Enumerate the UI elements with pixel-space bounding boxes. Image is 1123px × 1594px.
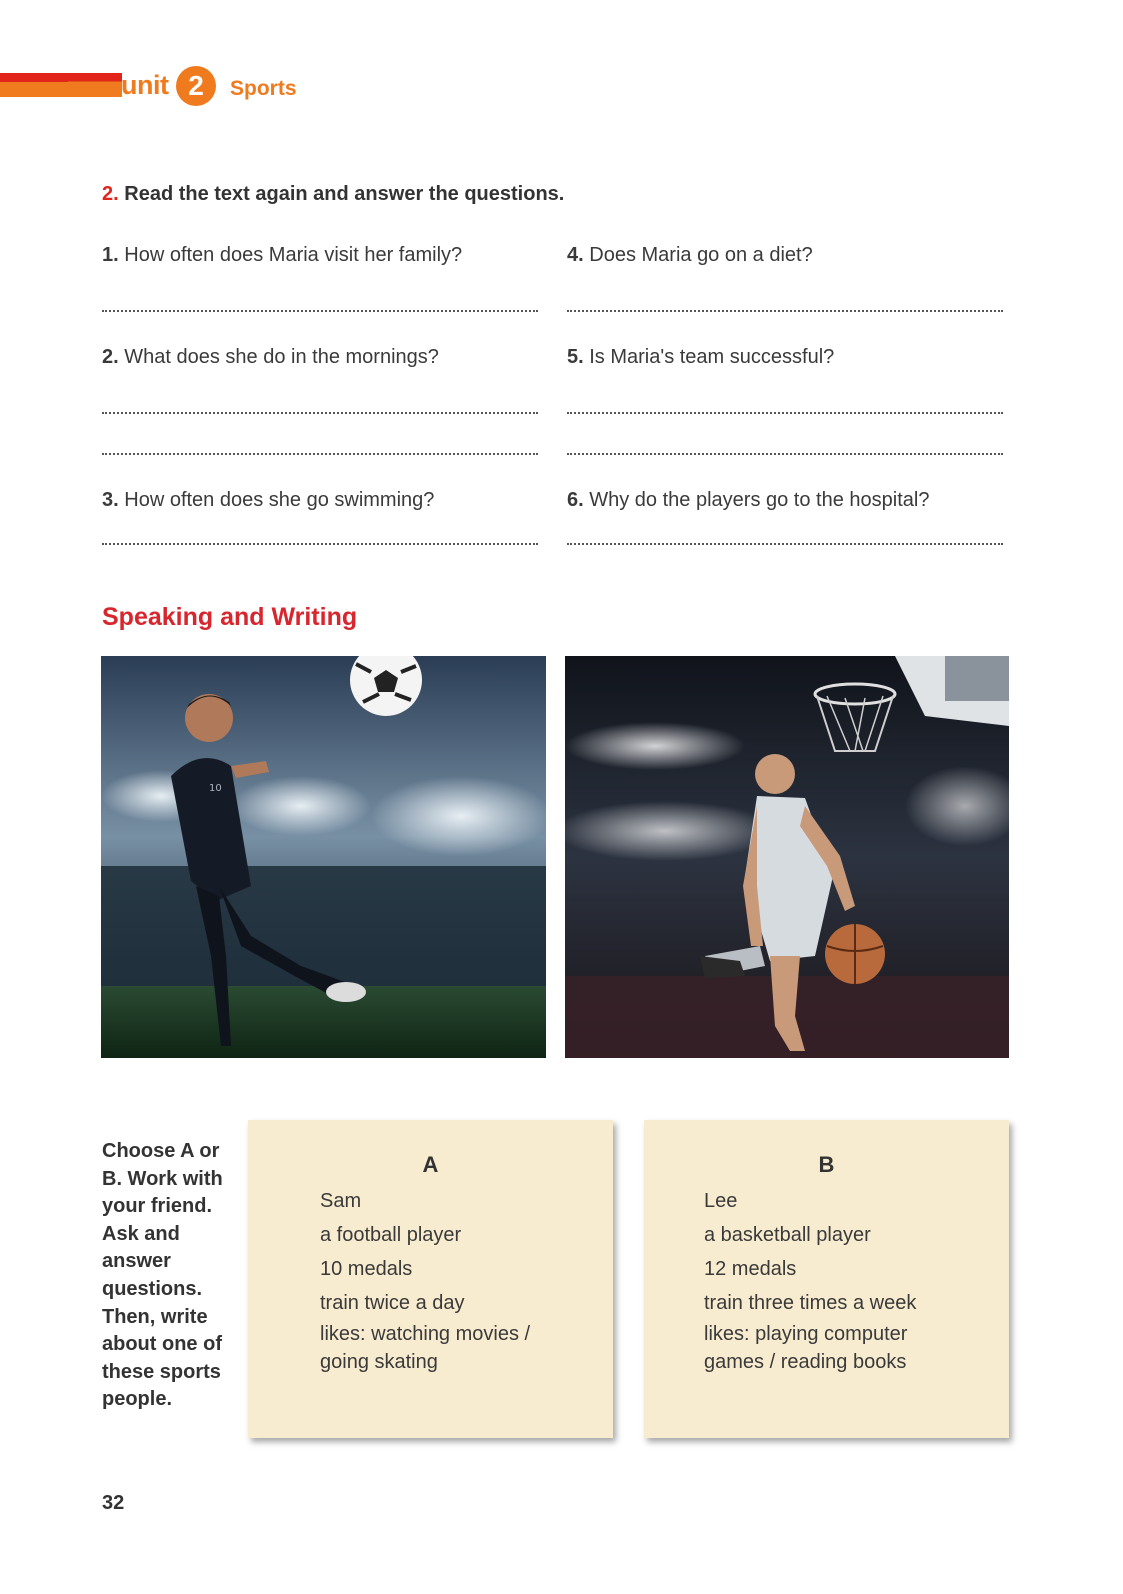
card-role: a football player: [320, 1224, 462, 1246]
answer-line[interactable]: [102, 412, 538, 414]
page-number: 32: [102, 1492, 125, 1514]
question-text: What does she do in the mornings?: [124, 346, 439, 368]
card-name: Sam: [320, 1190, 362, 1212]
card-medals: 10 medals: [320, 1258, 413, 1280]
answer-line[interactable]: [567, 310, 1003, 312]
basketball-player-photo: [565, 656, 1009, 1058]
question-6: [567, 488, 929, 512]
question-4: [567, 243, 813, 267]
card-likes-line-1: likes: watching movies /: [320, 1323, 531, 1345]
answer-line[interactable]: [567, 543, 1003, 545]
exercise-number: 2.: [102, 183, 119, 205]
question-number: 4.: [567, 244, 584, 266]
exercise-title: [102, 183, 564, 206]
speaking-instructions: Choose A or B. Work with your friend. Ask and answer questions. Then, write about one of these sports people.: [102, 1140, 223, 1411]
jersey-number: 10: [209, 783, 222, 794]
question-number: 1.: [102, 244, 119, 266]
answer-line[interactable]: [102, 543, 538, 545]
unit-number-badge: [176, 66, 216, 106]
question-number: 5.: [567, 346, 584, 368]
answer-line[interactable]: [102, 453, 538, 455]
section-heading: Speaking and Writing: [102, 603, 358, 631]
card-medals: 12 medals: [704, 1258, 797, 1280]
card-letter: A: [422, 1152, 439, 1177]
card-details: [704, 1184, 916, 1376]
question-text: Does Maria go on a diet?: [589, 244, 813, 266]
question-text: How often does she go swimming?: [124, 489, 435, 511]
question-text: Is Maria's team successful?: [589, 346, 835, 368]
card-likes-line-2: going skating: [320, 1351, 438, 1373]
unit-number: 2: [188, 70, 204, 101]
profile-card-a: [248, 1120, 613, 1438]
card-name: Lee: [704, 1190, 738, 1212]
question-text: Why do the players go to the hospital?: [589, 489, 930, 511]
question-1: [102, 243, 462, 267]
header-red-bar: [0, 73, 68, 82]
question-3: [102, 488, 434, 512]
card-role: a basketball player: [704, 1224, 871, 1246]
answer-line[interactable]: [102, 310, 538, 312]
card-details: [320, 1184, 530, 1376]
card-letter: B: [818, 1152, 835, 1177]
card-likes-line-1: likes: playing computer: [704, 1323, 908, 1345]
question-number: 2.: [102, 346, 119, 368]
answer-line[interactable]: [567, 412, 1003, 414]
answer-line[interactable]: [567, 453, 1003, 455]
football-player-photo: [101, 656, 546, 1058]
card-training: train three times a week: [704, 1292, 917, 1314]
exercise-instruction: Read the text again and answer the questions.: [124, 183, 565, 205]
question-number: 6.: [567, 489, 584, 511]
unit-title: Sports: [230, 77, 297, 100]
profile-card-b: [644, 1120, 1009, 1438]
question-text: How often does Maria visit her family?: [124, 244, 463, 266]
question-5: [567, 345, 834, 369]
question-number: 3.: [102, 489, 119, 511]
card-likes-line-2: games / reading books: [704, 1351, 907, 1373]
unit-label: unit: [121, 70, 169, 100]
card-training: train twice a day: [320, 1292, 465, 1314]
question-2: [102, 345, 439, 369]
